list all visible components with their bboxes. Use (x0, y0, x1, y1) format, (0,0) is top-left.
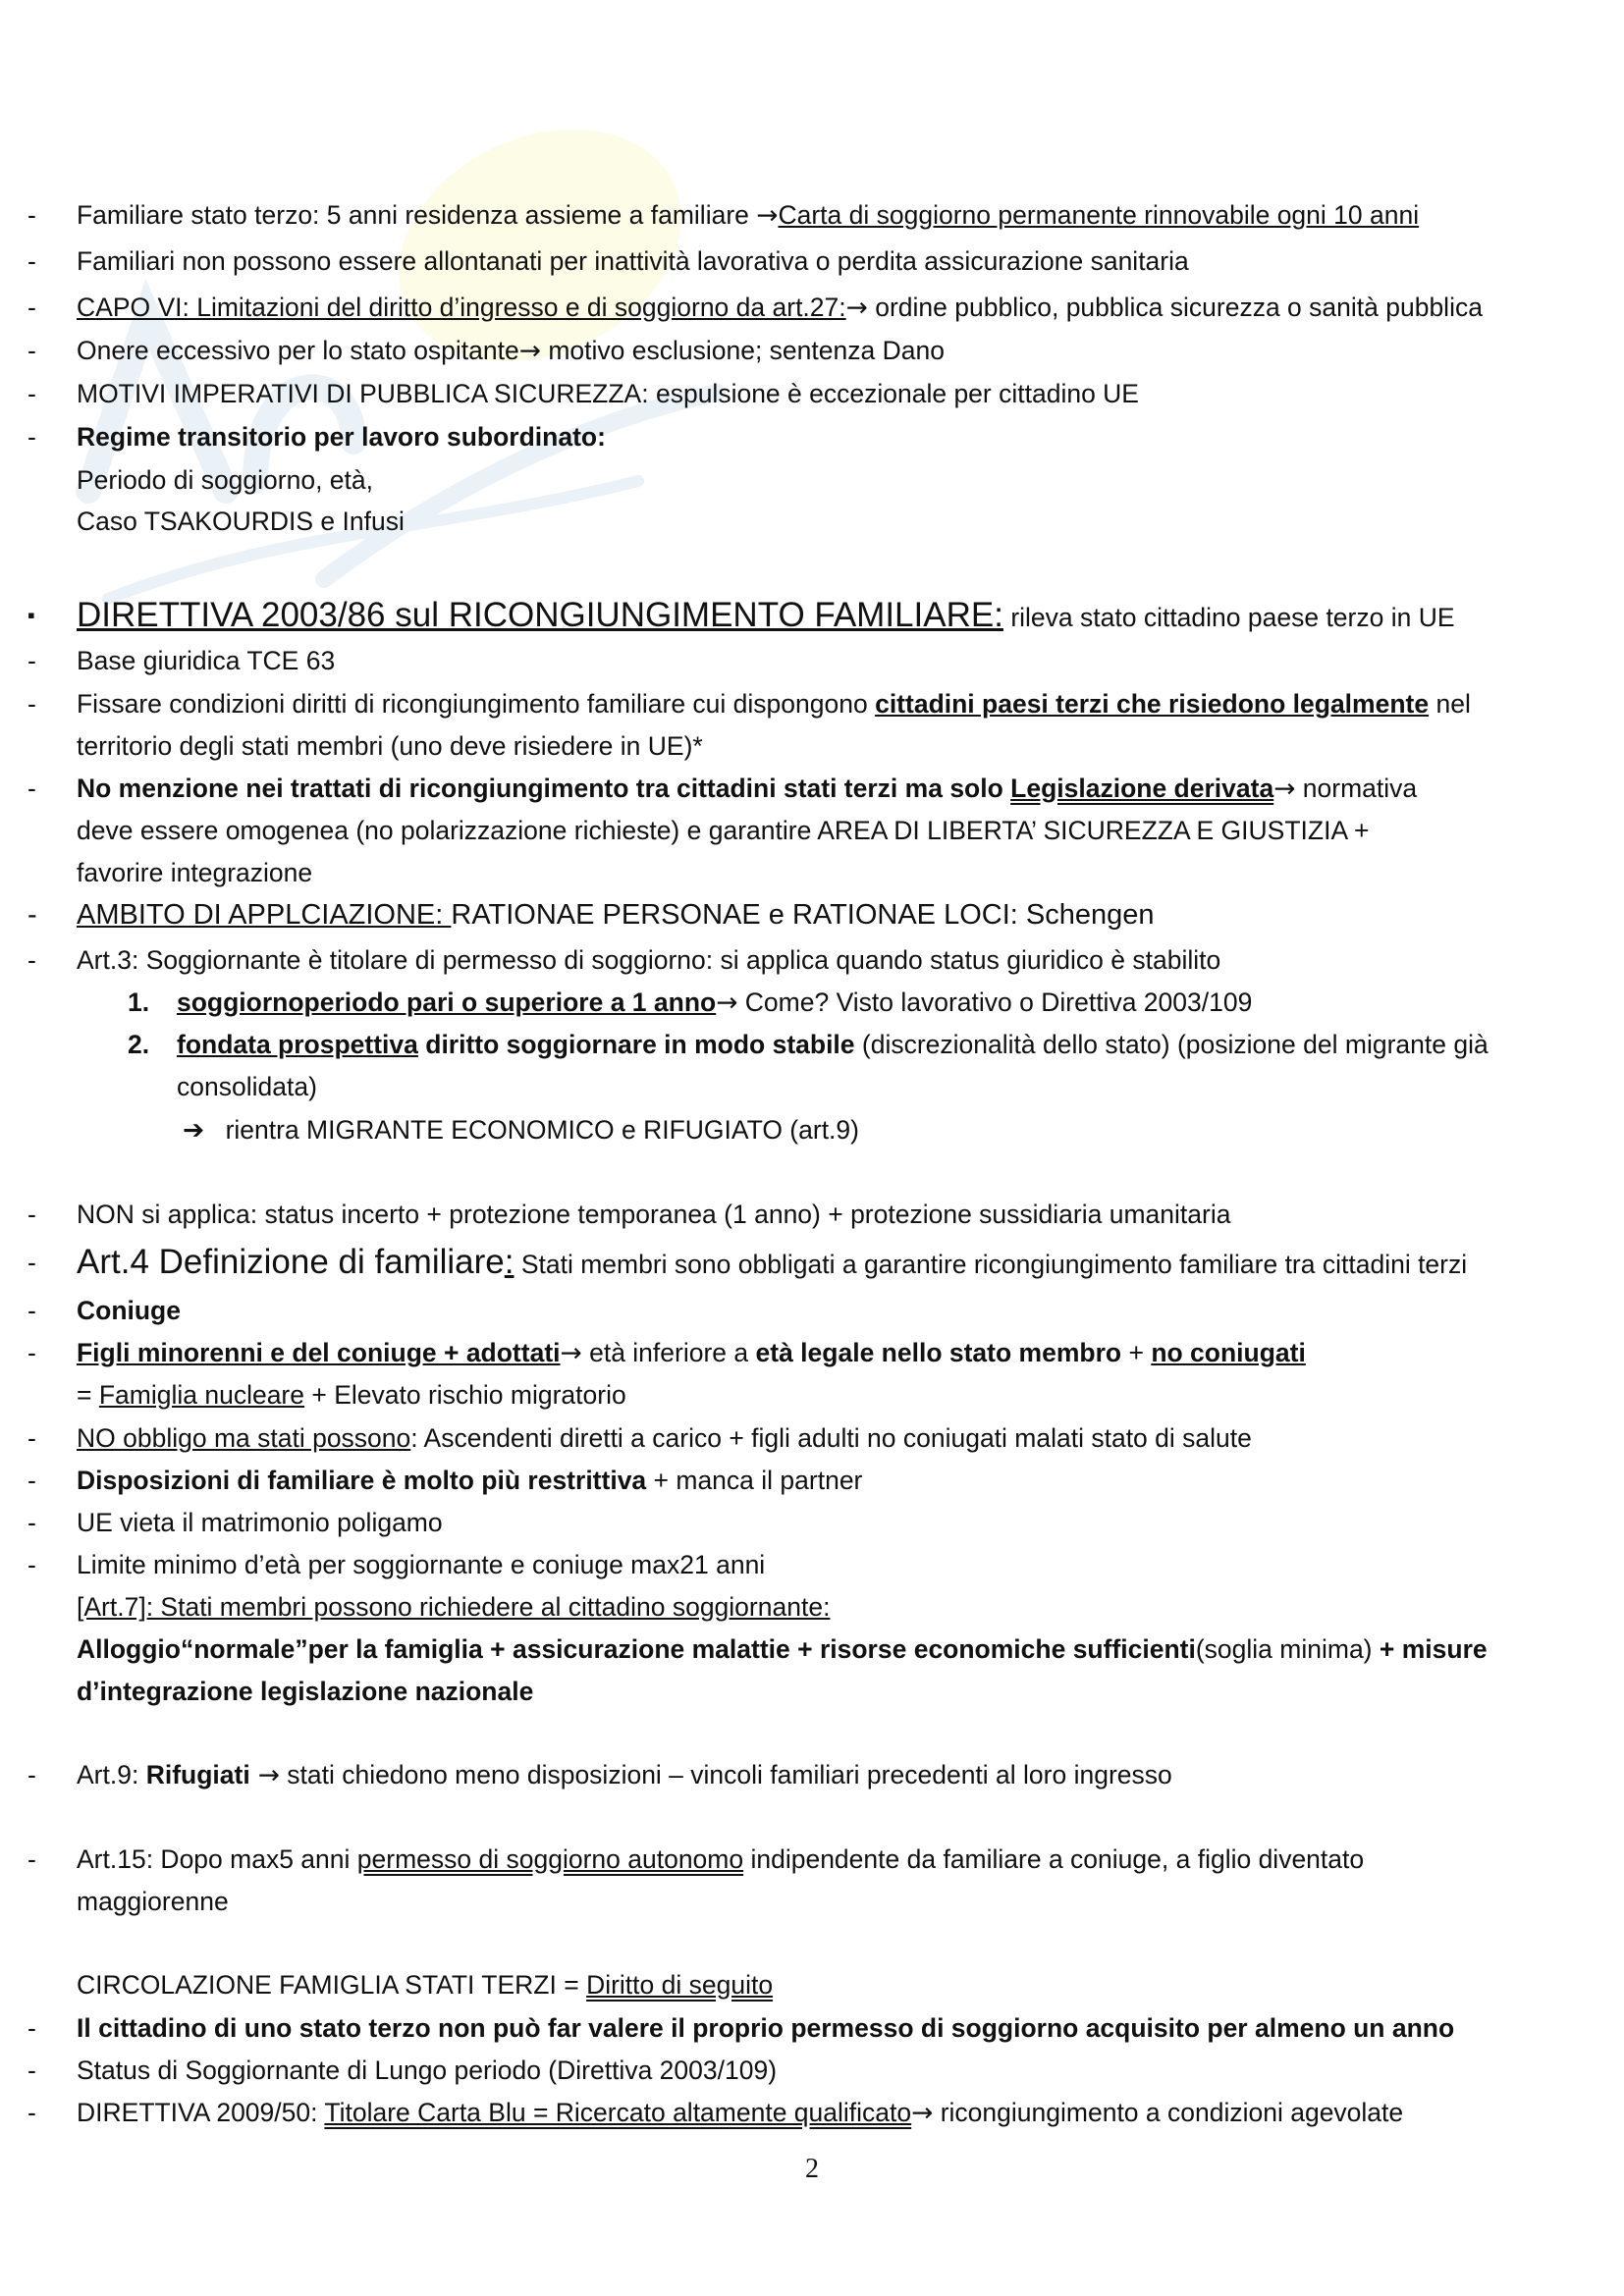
text: DIRETTIVA 2009/50: (77, 2098, 325, 2127)
list-item (27, 1464, 1585, 1497)
list-item (27, 1842, 1585, 1876)
text: rientra MIGRANTE ECONOMICO e RIFUGIATO (art.9) (218, 1115, 859, 1145)
list-item-continuation (77, 856, 1585, 889)
text: CAPO VI: Limitazioni del diritto d’ingresso e di soggiorno da art.27: (77, 293, 846, 322)
list-item (27, 420, 1585, 454)
text: ricongiungimento a condizioni agevolate (933, 2098, 1404, 2127)
dash-marker: - (27, 646, 36, 675)
text: Stati membri sono obbligati a garantire ricongiungimento familiare tra cittadini terzi (514, 1250, 1468, 1279)
list-item (27, 1506, 1585, 1539)
dash-marker: - (27, 2056, 36, 2085)
list-item (27, 772, 1585, 806)
dash-marker: - (27, 774, 36, 803)
dash-marker: - (27, 293, 36, 322)
arrow-icon: → (756, 200, 779, 231)
dash-marker: - (27, 1508, 36, 1537)
page-number: 2 (805, 2154, 819, 2184)
text: motivo esclusione; sentenza Dano (540, 336, 945, 365)
text: : Ascendenti diretti a carico + figli adulti no coniugati malati stato di salute (410, 1423, 1252, 1453)
text: (soglia minima) (1195, 1634, 1380, 1664)
numbered-item (128, 986, 1585, 1019)
text: AMBITO DI APPLCIAZIONE: (77, 899, 452, 931)
text: + (1121, 1338, 1152, 1367)
text: + misure (1379, 1634, 1488, 1664)
text: Base giuridica TCE 63 (77, 646, 336, 675)
text: Fissare condizioni diritti di ricongiungimento familiare cui dispongono (77, 689, 876, 719)
list-item (27, 1548, 1585, 1581)
text: deve essere omogenea (no polarizzazione richieste) e garantire AREA DI LIBERTA’ SICUREZZA E GIUSTIZIA + (77, 816, 1370, 845)
text: Legislazione derivata (1010, 774, 1274, 803)
text: permesso di soggiorno autonomo (356, 1844, 744, 1874)
list-item (27, 1421, 1585, 1455)
numbered-item-text (177, 1028, 1489, 1061)
text: + manca il partner (646, 1466, 863, 1495)
text: d’integrazione legislazione nazionale (77, 1677, 534, 1706)
text: Caso TSAKOURDIS e Infusi (77, 507, 405, 536)
list-item (27, 377, 1585, 410)
text: [Art.7]: Stati membri possono richiedere al cittadino soggiornante: (77, 1592, 831, 1622)
text: Periodo di soggiorno, età, (77, 465, 374, 495)
list-item (27, 687, 1585, 721)
list-item (27, 2054, 1585, 2087)
text: Status di Soggiornante di Lungo periodo (Direttiva 2003/109) (77, 2056, 778, 2085)
arrow-icon: → (845, 293, 868, 323)
text: Coniuge (77, 1296, 181, 1325)
dash-marker: - (27, 689, 36, 719)
list-item-continuation (77, 505, 1585, 538)
list-item-continuation (77, 1885, 1585, 1918)
section-heading (27, 595, 1585, 638)
list-item (27, 898, 1585, 932)
dash-marker: - (27, 379, 36, 408)
text: Carta di soggiorno permanente rinnovabile ogni 10 anni (778, 200, 1420, 230)
arrow-icon: → (518, 336, 541, 366)
text: Regime transitorio per lavoro subordinato: (77, 422, 606, 452)
list-item-continuation (77, 463, 1585, 497)
subheading (77, 1968, 1585, 2002)
list-item (27, 1336, 1585, 1370)
text: Figli minorenni e del coniuge + adottati (77, 1338, 561, 1367)
list-item (27, 198, 1585, 233)
dash-marker: - (27, 899, 37, 931)
arrow-icon: → (716, 988, 738, 1018)
list-item-continuation (77, 814, 1585, 847)
text: Diritto di seguito (586, 1970, 774, 2000)
dash-marker: - (27, 2013, 36, 2043)
text: Disposizioni di familiare è molto più restrittiva (77, 1466, 647, 1495)
dash-marker: - (27, 2098, 36, 2127)
dash-marker: - (27, 1248, 36, 1277)
text: rileva stato cittadino paese terzo in UE (1002, 603, 1455, 632)
list-item-continuation (77, 1675, 1585, 1708)
text: Familiari non possono essere allontanati per inattività lavorativa o perdita assicurazione sanitaria (77, 246, 1189, 276)
text: Art.9: (77, 1760, 146, 1789)
text: Titolare Carta Blu = Ricercato altamente qualificato (324, 2098, 912, 2127)
list-item-continuation (77, 1632, 1585, 1666)
dash-marker: - (27, 1550, 36, 1579)
list-item (27, 1243, 1585, 1284)
text: UE vieta il matrimonio poligamo (77, 1508, 443, 1537)
text: cittadini paesi terzi che risiedono legalmente (875, 689, 1430, 719)
text: età legale nello stato membro (755, 1338, 1122, 1367)
list-item (27, 291, 1585, 325)
text: no coniugati (1151, 1338, 1306, 1367)
text: favorire integrazione (77, 858, 313, 887)
text: Art.4 Definizione di familiare (77, 1243, 505, 1281)
dash-marker: - (27, 246, 36, 276)
numbered-item-text (177, 986, 1252, 1020)
text: stati chiedono meno disposizioni – vincoli familiari precedenti al loro ingresso (279, 1760, 1172, 1789)
text: RATIONAE PERSONAE e RATIONAE LOCI: Schengen (451, 899, 1155, 931)
text: MOTIVI IMPERATIVI DI PUBBLICA SICUREZZA: espulsione è eccezionale per cittadino UE (77, 379, 1139, 408)
text: indipendente da familiare a coniuge, a figlio diventato (743, 1844, 1365, 1874)
dash-marker: - (27, 1200, 36, 1229)
text: : (504, 1243, 514, 1281)
square-bullet-icon: ▪ (27, 603, 35, 627)
list-item (27, 943, 1585, 977)
dash-marker: - (27, 200, 36, 230)
text: NO obbligo ma stati possono (77, 1423, 411, 1453)
list-item (27, 2096, 1585, 2130)
dash-marker: - (27, 1844, 36, 1874)
dash-marker: - (27, 422, 36, 452)
list-item-continuation (77, 1590, 1585, 1624)
text: No menzione nei trattati di ricongiungimento tra cittadini stati terzi ma solo (77, 774, 1011, 803)
text: = (77, 1380, 99, 1410)
dash-marker: - (27, 1423, 36, 1453)
list-item (27, 1758, 1585, 1792)
arrow-icon: → (1273, 774, 1296, 804)
text: fondata prospettiva (177, 1030, 418, 1059)
text: (discrezionalità dello stato) (posizione del migrante già (854, 1030, 1489, 1059)
list-item-continuation (77, 1378, 1585, 1412)
text: 2. (128, 1030, 150, 1059)
text: Familiare stato terzo: 5 anni residenza assieme a familiare (77, 200, 757, 230)
dash-marker: - (27, 1760, 36, 1789)
list-item (27, 334, 1585, 368)
arrow-icon: → (560, 1338, 582, 1368)
text: ordine pubblico, pubblica sicurezza o sanità pubblica (867, 293, 1483, 322)
list-item (27, 1198, 1585, 1231)
text: CIRCOLAZIONE FAMIGLIA STATI TERZI = (77, 1970, 587, 2000)
list-item-continuation (77, 729, 1585, 763)
text: Come? Visto lavorativo o Direttiva 2003/109 (737, 988, 1253, 1017)
text: maggiorenne (77, 1887, 229, 1916)
text: DIRETTIVA 2003/86 sul RICONGIUNGIMENTO FAMILIARE: (77, 596, 1003, 634)
text: + Elevato rischio migratorio (304, 1380, 626, 1410)
text: Art.15: Dopo max5 anni (77, 1844, 357, 1874)
text: soggiornoperiodo pari o superiore a 1 anno (177, 988, 717, 1017)
text: 1. (128, 988, 150, 1017)
text: NON si applica: status incerto + protezione temporanea (1 anno) + protezione sussidiaria umanitaria (77, 1200, 1231, 1229)
text: Alloggio“normale”per la famiglia + assicurazione malattie + risorse economiche sufficienti (77, 1634, 1196, 1664)
text: Limite minimo d’età per soggiornante e coniuge max21 anni (77, 1550, 766, 1579)
text: consolidata) (177, 1072, 317, 1101)
list-item (27, 644, 1585, 677)
dash-marker: - (27, 1296, 36, 1325)
text: Il cittadino di uno stato terzo non può far valere il proprio permesso di soggiorno acquisito per almeno un anno (77, 2013, 1455, 2043)
text: normativa (1295, 774, 1418, 803)
sub-item (183, 1113, 1585, 1148)
text: Famiglia nucleare (98, 1380, 304, 1410)
list-item (27, 1294, 1585, 1327)
dash-marker: - (27, 336, 36, 365)
arrow-icon: → (911, 2098, 934, 2128)
arrow-icon: → (257, 1760, 280, 1790)
numbered-item-continuation (177, 1070, 1585, 1103)
list-item (27, 2011, 1585, 2045)
text: diritto soggiornare in modo stabile (417, 1030, 855, 1059)
list-item (27, 244, 1585, 278)
text: età inferiore a (581, 1338, 756, 1367)
text: territorio degli stati membri (uno deve risiedere in UE)* (77, 731, 703, 761)
dash-marker: - (27, 945, 36, 975)
text: Onere eccessivo per lo stato ospitante (77, 336, 519, 365)
dash-marker: - (27, 1466, 36, 1495)
bold-arrow-icon: ➔ (183, 1115, 205, 1146)
text: Rifugiati (145, 1760, 250, 1789)
dash-marker: - (27, 1338, 36, 1367)
text: nel (1429, 689, 1471, 719)
text: Art.3: Soggiornante è titolare di permesso di soggiorno: si applica quando status giuridico è stabilito (77, 945, 1221, 975)
numbered-item (128, 1028, 1585, 1061)
